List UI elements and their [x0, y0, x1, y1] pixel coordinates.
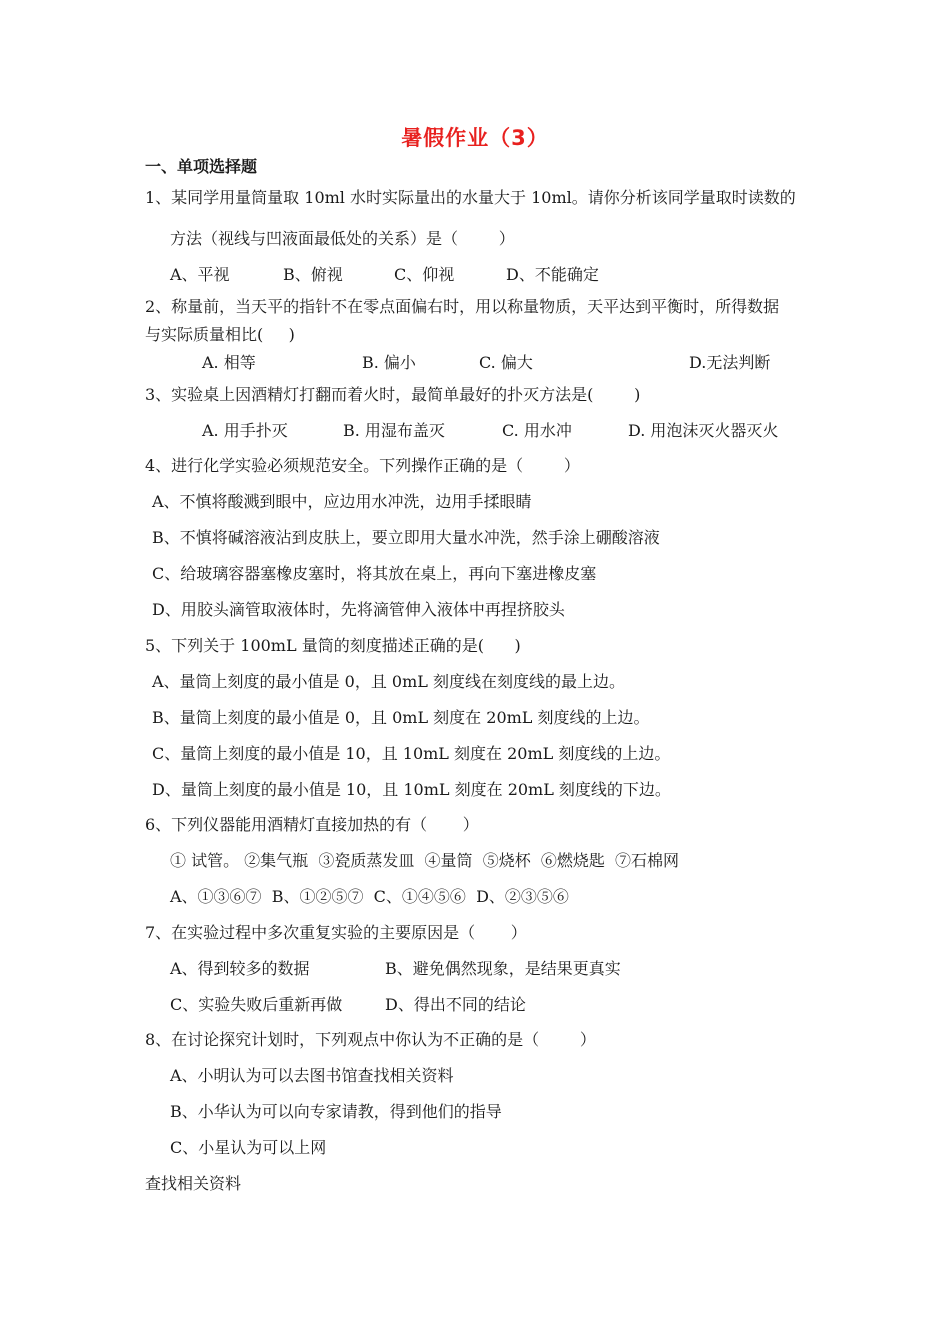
question-7-option-b: B、避免偶然现象，是结果更真实 [385, 959, 621, 978]
question-1-option-d: D、不能确定 [506, 265, 599, 284]
question-8-stem: 8、在讨论探究计划时，下列观点中你认为不正确的是（ ） [145, 1030, 596, 1049]
question-3-option-c: C. 用水冲 [502, 421, 572, 440]
question-2-option-d: D.无法判断 [689, 353, 771, 372]
question-6-stem: 6、下列仪器能用酒精灯直接加热的有（ ） [145, 815, 479, 834]
question-4-option-a: A、不慎将酸溅到眼中，应边用水冲洗，边用手揉眼睛 [152, 492, 532, 511]
question-1-option-b: B、俯视 [283, 265, 343, 284]
question-2-option-a: A. 相等 [202, 353, 256, 372]
question-1-stem-cont: 方法（视线与凹液面最低处的关系）是（ ） [170, 229, 515, 248]
question-7-option-d: D、得出不同的结论 [385, 995, 526, 1014]
question-6-options: A、①③⑥⑦ B、①②⑤⑦ C、①④⑤⑥ D、②③⑤⑥ [170, 887, 569, 906]
question-8-option-c-cont: 查找相关资料 [145, 1174, 242, 1193]
question-7-option-a: A、得到较多的数据 [170, 959, 310, 978]
question-5-option-d: D、量筒上刻度的最小值是 10，且 10mL 刻度在 20mL 刻度线的下边。 [152, 780, 671, 799]
question-7-option-c: C、实验失败后重新再做 [170, 995, 343, 1014]
question-8-option-b: B、小华认为可以向专家请教，得到他们的指导 [170, 1102, 502, 1121]
question-5-stem: 5、下列关于 100mL 量筒的刻度描述正确的是( ) [145, 636, 521, 655]
question-1-option-a: A、平视 [170, 265, 230, 284]
question-5-option-b: B、量筒上刻度的最小值是 0，且 0mL 刻度在 20mL 刻度线的上边。 [152, 708, 650, 727]
question-1-option-c: C、仰视 [394, 265, 455, 284]
question-2-stem: 2、称量前，当天平的指针不在零点面偏右时，用以称量物质，天平达到平衡时，所得数据 [145, 297, 780, 316]
question-8-option-a: A、小明认为可以去图书馆查找相关资料 [170, 1066, 454, 1085]
question-8-option-c: C、小星认为可以上网 [170, 1138, 327, 1157]
section-heading: 一、单项选择题 [145, 157, 258, 176]
question-2-option-b: B. 偏小 [362, 353, 416, 372]
question-4-stem: 4、进行化学实验必须规范安全。下列操作正确的是（ ） [145, 456, 580, 475]
question-5-option-c: C、量筒上刻度的最小值是 10，且 10mL 刻度在 20mL 刻度线的上边。 [152, 744, 671, 763]
question-4-option-b: B、不慎将碱溶液沾到皮肤上，要立即用大量水冲洗，然手涂上硼酸溶液 [152, 528, 660, 547]
question-3-stem: 3、实验桌上因酒精灯打翻而着火时，最简单最好的扑灭方法是( ) [145, 385, 641, 404]
question-3-option-b: B. 用湿布盖灭 [343, 421, 445, 440]
page-title: 暑假作业（3） [401, 126, 549, 150]
question-5-option-a: A、量筒上刻度的最小值是 0，且 0mL 刻度线在刻度线的最上边。 [152, 672, 625, 691]
question-3-option-a: A. 用手扑灭 [202, 421, 288, 440]
question-7-stem: 7、在实验过程中多次重复实验的主要原因是（ ） [145, 923, 527, 942]
question-4-option-d: D、用胶头滴管取液体时，先将滴管伸入液体中再捏挤胶头 [152, 600, 565, 619]
question-2-stem-cont: 与实际质量相比( ) [145, 325, 295, 344]
question-2-option-c: C. 偏大 [479, 353, 533, 372]
question-1-stem: 1、某同学用量筒量取 10ml 水时实际量出的水量大于 10ml。请你分析该同学量取时读数的 [145, 188, 796, 207]
question-4-option-c: C、给玻璃容器塞橡皮塞时，将其放在桌上，再向下塞进橡皮塞 [152, 564, 597, 583]
question-3-option-d: D. 用泡沫灭火器灭火 [628, 421, 779, 440]
question-6-items: ① 试管。 ②集气瓶 ③瓷质蒸发皿 ④量筒 ⑤烧杯 ⑥燃烧匙 ⑦石棉网 [170, 851, 680, 870]
